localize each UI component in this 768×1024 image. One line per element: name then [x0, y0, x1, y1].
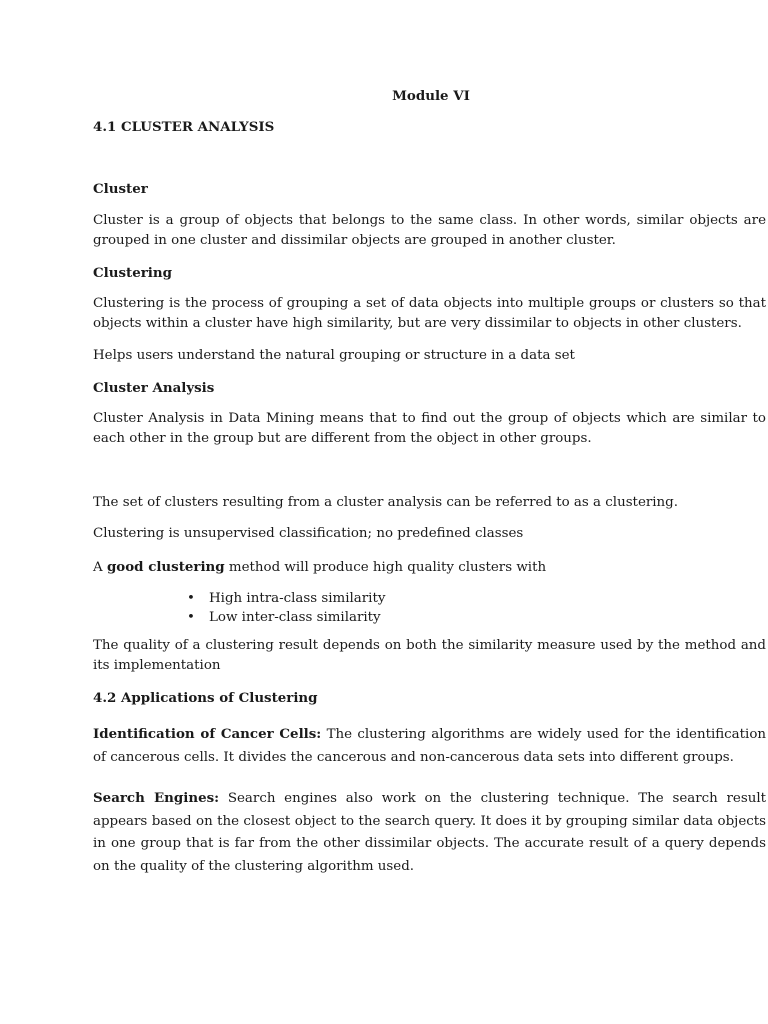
paragraph-good-clustering [93, 557, 766, 578]
cancer-cells-text: The clustering algorithms are widely used for the identification of cancerous cells. It divides the cancerous and non-cancerous data sets into different groups. [93, 727, 766, 765]
paragraph-cancer-cells [93, 723, 766, 769]
list-item-text: High intra-class similarity [209, 591, 386, 606]
heading-cluster-analysis: Cluster Analysis [93, 380, 215, 396]
paragraph-cluster: Cluster is a group of objects that belongs to the same class. In other words, similar objects are grouped in one cluster and dissimilar objects are grouped in another cluster. [93, 213, 766, 248]
paragraph-quality: The quality of a clustering result depends on both the similarity measure used by the method and its implementation [93, 638, 766, 673]
paragraph-clustering: Clustering is the process of grouping a set of data objects into multiple groups or clusters so that objects within a cluster have high similarity, but are very dissimilar to objects in other clusters. [93, 296, 766, 331]
list-item [183, 589, 385, 608]
section-heading-applications: 4.2 Applications of Clustering [93, 690, 318, 706]
cancer-cells-label: Identification of Cancer Cells: [93, 726, 322, 742]
search-engines-text: Search engines also work on the clustering technique. The search result appears based on the closest object to the search query. It does it by grouping similar data objects in one group that is far from the other dissimilar objects. The accurate result of a query depends on the quality of the clustering algorithm used. [93, 791, 766, 874]
heading-cluster: Cluster [93, 181, 148, 197]
section-heading-cluster-analysis: 4.1 CLUSTER ANALYSIS [93, 119, 275, 135]
paragraph-helps-users: Helps users understand the natural grouping or structure in a data set [93, 348, 575, 363]
paragraph-unsupervised: Clustering is unsupervised classification; no predefined classes [93, 526, 524, 541]
list-item-text: Low inter-class similarity [209, 610, 381, 625]
module-title: Module VI [392, 88, 470, 104]
heading-clustering: Clustering [93, 265, 172, 281]
good-clustering-prefix: A [93, 560, 107, 575]
paragraph-search-engines [93, 787, 766, 878]
good-clustering-bold: good clustering [106, 559, 225, 575]
search-engines-label: Search Engines: [93, 790, 220, 806]
good-clustering-suffix: method will produce high quality clusters with [224, 560, 547, 575]
bullet-icon: • [187, 591, 195, 606]
paragraph-cluster-analysis: Cluster Analysis in Data Mining means that to find out the group of objects which are similar to each other in the group but are different from the object in other groups. [93, 411, 766, 446]
list-item [183, 608, 385, 627]
bullet-icon: • [187, 610, 195, 625]
bullet-list [183, 589, 385, 627]
paragraph-set-of-clusters: The set of clusters resulting from a cluster analysis can be referred to as a clustering. [93, 495, 679, 510]
